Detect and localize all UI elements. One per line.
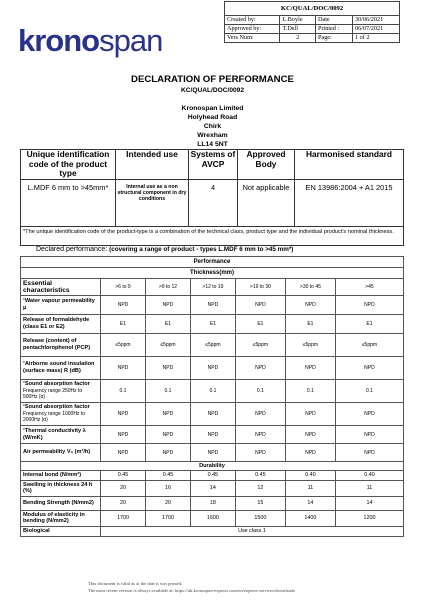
table-cell: NPD [101,357,146,380]
header-approved-body: Approved Body [238,150,295,180]
declared-performance-heading [36,246,293,253]
footer-url: The most recent version is always available at: https://uk.kronospan-express.com/en/express-services/downloads [88,588,296,593]
approved-by-label: Approved by: [225,25,280,34]
table-cell: NPD [145,444,190,462]
table-cell: 18 [190,496,235,510]
created-by-label: Created by: [225,16,280,25]
thickness-title: Thickness(mm) [21,268,404,279]
table-cell: 20 [145,496,190,510]
page-subtitle: KC/QUAL/DOC/0092 [180,87,245,94]
table-cell: E1 [145,315,190,334]
approved-by-value: T.Dell [280,25,316,34]
header-harmonised-standard: Harmonised standard [295,150,404,180]
approved-body-value: Not applicable [238,179,295,226]
doc-ref: KC/QUAL/DOC/0092 [225,2,400,16]
date-value: 30/06/2021 [352,16,399,25]
table-cell: 1500 [235,510,285,526]
table-cell: 0.45 [190,471,235,481]
printed-value: 06/07/2021 [352,25,399,34]
table-cell: 1200 [335,510,403,526]
table-cell: ≤5ppm [335,334,403,357]
table-cell: NPD [101,426,146,444]
table-row [21,444,404,462]
table-row [21,496,404,510]
col-header: >30 to 45 [285,279,335,296]
row-label [21,357,101,380]
row-label: Swelling in thickness 24 h (%) [21,480,101,496]
printed-label: Printed : [316,25,353,34]
table-cell: 20 [101,480,146,496]
table-cell: E1 [285,315,335,334]
address-line-postcode: LL14 5NT [197,141,228,148]
intended-use-value: Internal use as a non structural component in dry conditions [116,179,189,226]
document-info-box [224,1,400,43]
table-cell: NPD [145,403,190,426]
created-by-value: L.Boyle [280,16,316,25]
table-cell: E1 [101,315,146,334]
row-label [21,426,101,444]
table-cell: 1600 [190,510,235,526]
table-cell: 1700 [145,510,190,526]
table-cell: 11 [285,480,335,496]
table-cell: NPD [190,444,235,462]
table-cell: NPD [145,296,190,315]
table-cell: NPD [235,444,285,462]
table-cell: NPD [235,403,285,426]
table-cell: NPD [235,426,285,444]
table-cell: NPD [101,444,146,462]
table-cell: 0.1 [190,380,235,403]
table-cell: ≤5ppm [145,334,190,357]
col-header: >6 to 9 [101,279,146,296]
avcp-value: 4 [189,179,238,226]
row-label-text: ¹Airborne sound insulation (surface mass) R (dB) [23,361,95,374]
row-label-note: Frequency range 250Hz to 500Hz (α) [23,387,83,401]
table-row [21,510,404,526]
table-cell: E1 [235,315,285,334]
footer-validity: This document is valid as at the date it was printed. [88,581,183,586]
col-header: >9 to 12 [145,279,190,296]
durability-title: Durability [21,462,404,471]
vers-num-label: Vers Num: [225,34,280,43]
address-line-company: Kronospan Limited [181,105,244,112]
table-cell: NPD [335,357,403,380]
table-cell: 20 [101,496,146,510]
row-label-text: Air permeability V₀ (m³/h) [23,449,91,456]
table-cell: 0.1 [101,380,146,403]
table-cell: NPD [101,403,146,426]
address-line-town: Chirk [203,123,222,130]
col-header: >45 [335,279,403,296]
table-cell: NPD [285,403,335,426]
table-cell: NPD [190,403,235,426]
row-label-text: Release (content) of pentachlorophenol (PCP) [23,338,91,351]
table-cell: NPD [335,403,403,426]
table-cell: NPD [335,444,403,462]
table-cell: 12 [235,480,285,496]
table-row [21,403,404,426]
row-label-note: Frequency range 1000Hz to 2000Hz (α) [23,410,85,424]
row-label [21,403,101,426]
table-cell: 16 [145,480,190,496]
table-row [21,426,404,444]
performance-rows [21,296,404,462]
row-label-text: Release of formaldehyde (class E1 or E2) [23,317,90,330]
row-label: Bending Strength (N/mm2) [21,496,101,510]
table-cell: 0.40 [285,471,335,481]
row-label-text: ¹Sound absorption factor [23,404,90,411]
table-cell: NPD [285,296,335,315]
kronospan-logo [18,23,206,58]
table-row [21,380,404,403]
performance-title: Performance [21,257,404,268]
table-cell: 14 [190,480,235,496]
table-cell: NPD [335,296,403,315]
table-cell: NPD [335,426,403,444]
product-footnote: *The unique identification code of the product-type is a combination of the technical class, product type and the individual product's nominal thickness. [21,226,404,245]
table-cell: NPD [235,357,285,380]
table-cell: 15 [235,496,285,510]
performance-table [20,256,404,537]
row-label [21,380,101,403]
table-cell: ≤5ppm [101,334,146,357]
table-cell: 14 [285,496,335,510]
biological-label: Biological [21,526,101,536]
page-title: DECLARATION OF PERFORMANCE [131,74,294,85]
table-row [21,357,404,380]
table-row [21,480,404,496]
table-cell: 0.45 [101,471,146,481]
row-label [21,296,101,315]
table-cell: NPD [190,296,235,315]
row-label [21,444,101,462]
table-cell: 1700 [101,510,146,526]
table-cell: 0.45 [145,471,190,481]
row-label: Modulus of elasticity in bending (N/mm2) [21,510,101,526]
durability-rows [21,471,404,527]
table-row [21,471,404,481]
logo-text-thin: span [99,23,163,58]
characteristics-header: Essential characteristics [21,279,101,296]
date-label: Date [316,16,353,25]
table-cell: NPD [190,357,235,380]
declared-range: (covering a range of product - types L.MDF 6 mm to >45 mm*) [109,246,294,253]
table-cell: ≤5ppm [190,334,235,357]
table-row [21,296,404,315]
table-cell: NPD [101,296,146,315]
table-cell: 14 [335,496,403,510]
table-cell: NPD [145,357,190,380]
header-unique-code: Unique identification code of the product type [21,150,116,180]
table-cell: NPD [285,426,335,444]
address-line-county: Wrexham [197,132,228,139]
harmonised-standard-value: EN 13986:2004 + A1 2015 [295,179,404,226]
page-value: 1 of 2 [352,34,399,43]
table-cell: ≤5ppm [285,334,335,357]
table-cell: 11 [335,480,403,496]
table-cell: 1400 [285,510,335,526]
table-cell: ≤5ppm [235,334,285,357]
table-cell: 0.1 [285,380,335,403]
table-cell: NPD [145,426,190,444]
col-header: >19 to 30 [235,279,285,296]
header-systems-avcp: Systems of AVCP [189,150,238,180]
table-cell: 0.40 [335,471,403,481]
table-row [21,315,404,334]
logo-text-bold: krono [18,23,100,58]
row-label: Internal bond (N/mm²) [21,471,101,481]
header-intended-use: Intended use [116,150,189,180]
table-cell: E1 [335,315,403,334]
product-code-value: L.MDF 6 mm to >45mm* [21,179,116,226]
table-cell: NPD [235,296,285,315]
row-label-text: ¹Thermal conductivity λ (W/mK) [23,427,86,441]
row-label [21,315,101,334]
product-type-table [20,149,404,246]
table-cell: NPD [285,444,335,462]
page-label: Page: [316,34,353,43]
table-row [21,334,404,357]
biological-value: Use class 1 [101,526,404,536]
table-cell: 0.45 [235,471,285,481]
row-label [21,334,101,357]
col-header: >12 to 19 [190,279,235,296]
declared-text: Declared performance: [36,246,110,253]
address-line-street: Holyhead Road [187,114,238,121]
row-label-text: ¹Water vapour permeability μ [23,298,95,311]
table-cell: 0.1 [235,380,285,403]
table-cell: 0.1 [145,380,190,403]
vers-num-value: 2 [280,34,316,43]
table-cell: 0.1 [335,380,403,403]
table-cell: NPD [190,426,235,444]
table-cell: E1 [190,315,235,334]
row-label-text: ¹Sound absorption factor [23,381,90,388]
table-cell: NPD [285,357,335,380]
